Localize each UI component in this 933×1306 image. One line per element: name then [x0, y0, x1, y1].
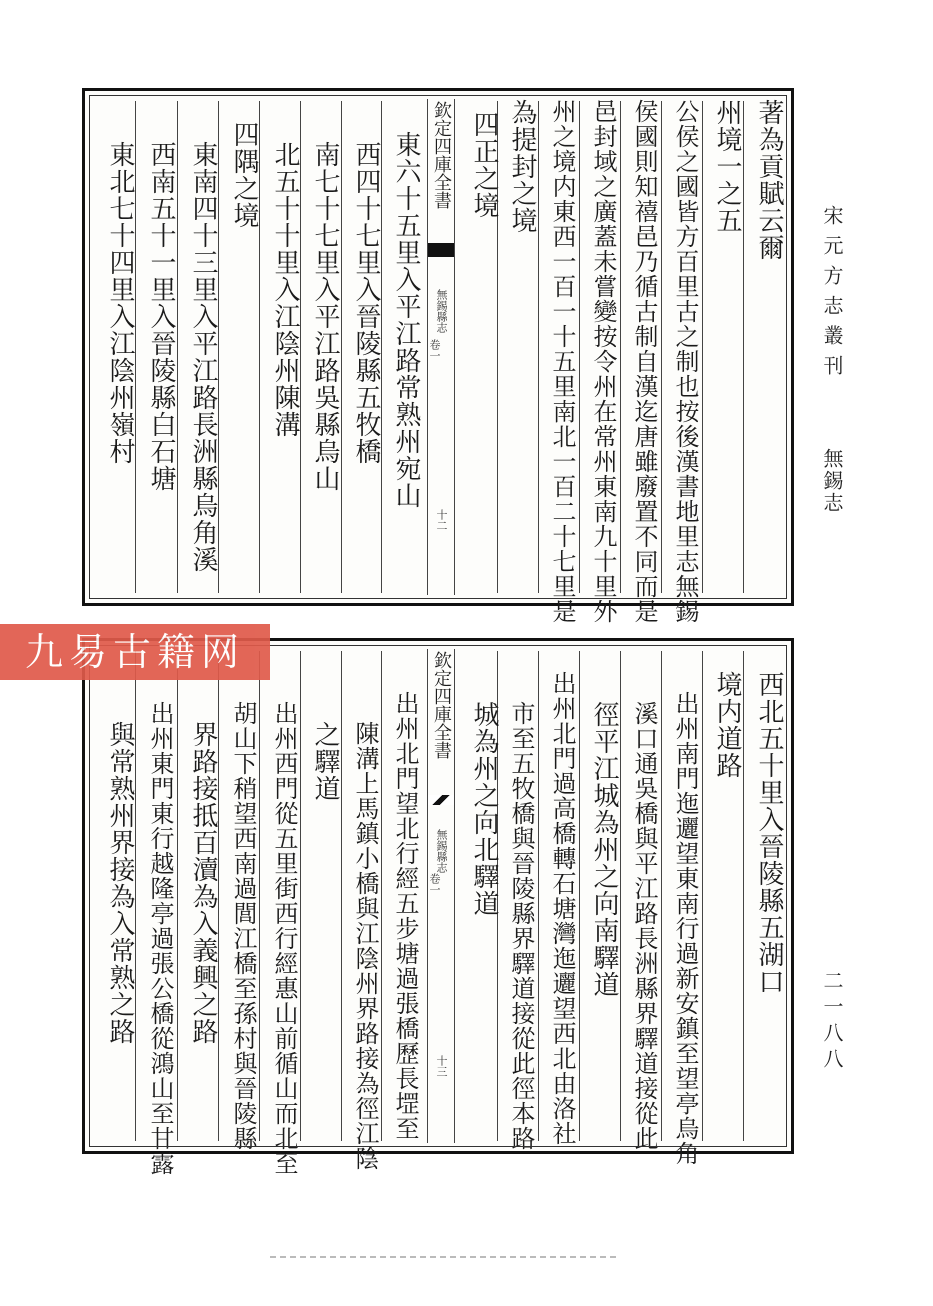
spine-volume: 卷一 — [428, 873, 441, 895]
column-divider — [135, 651, 177, 1141]
text-column: 出州西門從五里街西行經惠山前循山而北至 — [270, 701, 298, 1176]
text-column: 公侯之國皆方百里古之制也按後漢書地里志無錫 — [671, 99, 699, 624]
text-column: 徑平江城為州之向南驛道 — [589, 701, 619, 998]
spine-book-title: 無錫縣志 — [435, 289, 448, 333]
text-column: 著為貢賦云爾 — [754, 99, 784, 261]
column-divider — [135, 101, 177, 593]
text-column: 北五十十里入江陰州陳溝 — [270, 141, 300, 438]
text-column: 南七十七里入平江路吳縣烏山 — [310, 141, 340, 492]
text-column: 城為州之向北驛道 — [469, 701, 499, 917]
text-column: 西南五十一里入晉陵縣白石塘 — [146, 141, 176, 492]
column-divider — [423, 101, 465, 593]
text-column: 邑封域之廣蓋未嘗變按令州在常州東南九十里外 — [589, 99, 617, 624]
text-column: 之驛道 — [310, 721, 340, 802]
spine-volume: 卷一 — [428, 339, 441, 361]
column-divider — [300, 101, 342, 593]
text-column: 四正之境 — [469, 111, 499, 219]
text-column: 侯國則知禧邑乃循古制自漢迄唐雖廢置不同而是 — [630, 99, 658, 624]
text-column: 州之境内東西一百一十五里南北一百二十七里是 — [548, 99, 576, 624]
text-column: 州境一之五 — [712, 99, 742, 234]
column-divider — [218, 651, 260, 1141]
column-divider — [423, 651, 465, 1141]
column-divider — [259, 651, 301, 1141]
text-column: 為提封之境 — [507, 99, 537, 234]
book-title: 無錫志 — [820, 448, 844, 514]
column-divider — [218, 101, 260, 593]
spine-title: 欽定四庫全書 — [431, 651, 452, 759]
column-divider — [341, 651, 383, 1141]
text-column: 陳溝上馬鎮小橋與江陰州界路接為徑江陰 — [351, 721, 379, 1171]
lower-page — [82, 638, 794, 1176]
text-column: 出州南門迤邐望東南行過新安鎮至望亭烏角 — [671, 691, 699, 1166]
upper-page — [82, 88, 794, 624]
text-column: 東南四十三里入平江路長洲縣烏角溪 — [188, 141, 218, 573]
text-column: 界路接抵百瀆為入義興之路 — [188, 721, 218, 1045]
text-column: 西北五十里入晉陵縣五湖口 — [754, 671, 784, 995]
spine-title: 欽定四庫全書 — [431, 101, 452, 209]
column-divider — [341, 101, 383, 593]
text-column: 胡山下稍望西南過閭江橋至孫村與晉陵縣 — [229, 701, 257, 1151]
spine-book-title: 無錫縣志 — [435, 829, 448, 873]
text-column: 出州北門過高橋轉石塘灣迤邐望西北由洛社 — [548, 671, 576, 1146]
watermark-banner: 九易古籍网 — [0, 624, 270, 680]
text-column: 市至五牧橋與晉陵縣界驛道接從此徑本路 — [507, 701, 535, 1151]
column-divider — [259, 101, 301, 593]
column-divider — [381, 651, 423, 1141]
text-column: 出州北門望北行經五步塘過張橋歷長堽至 — [391, 691, 419, 1141]
text-column: 出州東門東行越隆亭過張公橋從鴻山至甘露 — [146, 701, 174, 1176]
column-divider — [381, 101, 423, 593]
text-column: 四隅之境 — [229, 121, 259, 229]
column-divider — [177, 101, 219, 593]
page-number: 二一八八 — [820, 970, 844, 1074]
scan-artifact — [270, 1256, 620, 1258]
column-divider — [300, 651, 342, 1141]
spine-leaf-number: 十三 — [435, 1055, 448, 1077]
text-column: 境内道路 — [712, 671, 742, 779]
series-title: 宋元方志叢刊 — [820, 205, 844, 385]
text-column: 東北七十四里入江陰州嶺村 — [105, 141, 135, 465]
text-column: 溪口通吳橋與平江路長洲縣界驛道接從此 — [630, 701, 658, 1151]
column-divider — [177, 651, 219, 1141]
text-column: 西四十七里入晉陵縣五牧橋 — [351, 141, 381, 465]
text-column: 東六十五里入平江路常熟州宛山 — [391, 131, 421, 509]
text-column: 與常熟州界接為入常熟之路 — [105, 721, 135, 1045]
spine-leaf-number: 十二 — [435, 509, 448, 531]
